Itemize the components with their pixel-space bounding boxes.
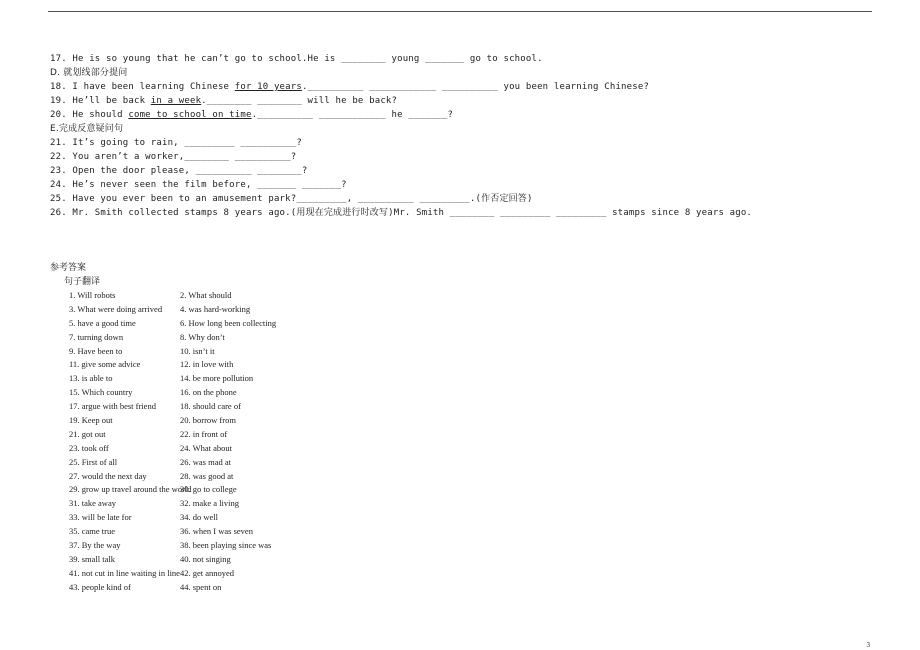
answer-item: 32. make a living xyxy=(180,498,240,509)
answer-item: 27. would the next day xyxy=(69,470,147,481)
underlined-phrase: for 10 years xyxy=(234,82,302,92)
text-segment: .________ ________ will he be back? xyxy=(201,96,398,106)
answer-row xyxy=(50,470,550,484)
answer-item: 8. Why don’t xyxy=(180,331,225,342)
answer-item: 26. was mad at xyxy=(180,456,231,467)
text-segment: 20. He should xyxy=(50,110,129,120)
answer-row xyxy=(50,386,550,400)
answer-item: 16. on the phone xyxy=(180,387,237,398)
text-segment: .__________ ____________ he _______? xyxy=(251,110,454,120)
answer-row xyxy=(50,428,550,442)
answer-key xyxy=(50,261,550,595)
answer-item: 7. turning down xyxy=(69,331,124,342)
answer-item: 23. took off xyxy=(69,442,109,453)
answer-item: 4. was hard-working xyxy=(180,303,251,314)
answer-row xyxy=(50,303,550,317)
answer-item: 42. get annoyed xyxy=(180,567,235,578)
text-segment: 23. Open the door please, __________ ________? xyxy=(50,166,308,176)
answer-row xyxy=(50,456,550,470)
answer-rows xyxy=(50,289,550,595)
answer-item: 39. small talk xyxy=(69,553,116,564)
text-segment: 24. He’s never seen the film before, _______ _______? xyxy=(50,180,347,190)
answer-row xyxy=(50,358,550,372)
underlined-phrase: in a week xyxy=(150,96,202,106)
answer-item: 10. isn’t it xyxy=(180,345,215,356)
answer-item: 43. people kind of xyxy=(69,581,131,592)
answer-item: 33. will be late for xyxy=(69,512,132,523)
exercise-line xyxy=(50,206,890,220)
underlined-phrase: come to school on time xyxy=(128,110,252,120)
text-segment: 25. Have you ever been to an amusement park?_________, __________ _________.(作否定回答) xyxy=(50,194,533,204)
page-number: 3 xyxy=(866,641,870,649)
top-rule xyxy=(48,11,872,12)
answer-item: 2. What should xyxy=(180,290,232,300)
answer-row xyxy=(50,483,550,497)
answer-item: 28. was good at xyxy=(180,470,234,481)
answer-item: 12. in love with xyxy=(180,359,234,370)
answer-item: 44. spent on xyxy=(180,581,222,592)
answer-item: 25. First of all xyxy=(69,456,118,467)
answer-row xyxy=(50,345,550,359)
answer-item: 5. have a good time xyxy=(69,317,136,328)
answer-item: 11. give some advice xyxy=(69,359,141,370)
answer-item: 6. How long been collecting xyxy=(180,317,277,328)
answer-row xyxy=(50,539,550,553)
exercise-line xyxy=(50,108,890,122)
exercise-line xyxy=(50,178,890,192)
answer-item: 20. borrow from xyxy=(180,415,236,426)
answer-item: 30. go to college xyxy=(180,484,237,495)
exercise-line xyxy=(50,136,890,150)
exercise-list xyxy=(50,52,890,220)
answer-row xyxy=(50,414,550,428)
text-segment: .__________ ____________ __________ you been learning Chinese? xyxy=(301,82,650,92)
answer-item: 34. do well xyxy=(180,512,219,523)
text-segment: 22. You aren’t a worker,________ __________? xyxy=(50,152,297,162)
text-segment: 18. I have been learning Chinese xyxy=(50,82,235,92)
text-segment: E.完成反意疑问句 xyxy=(50,124,124,134)
answer-row xyxy=(50,511,550,525)
answer-item: 31. take away xyxy=(69,498,116,509)
answer-item: 22. in front of xyxy=(180,428,228,439)
answer-item: 17. argue with best friend xyxy=(69,401,156,412)
exercise-line xyxy=(50,192,890,206)
exercise-line xyxy=(50,52,890,66)
answer-row xyxy=(50,581,550,595)
answer-item: 38. been playing since was xyxy=(180,540,272,551)
answer-item: 13. is able to xyxy=(69,373,113,384)
text-segment: D. 就划线部分提问 xyxy=(50,68,128,78)
answer-row xyxy=(50,372,550,386)
exercise-line xyxy=(50,80,890,94)
text-segment: 21. It’s going to rain, _________ __________? xyxy=(50,138,302,148)
answer-row xyxy=(50,553,550,567)
answer-item: 19. Keep out xyxy=(69,415,113,426)
answer-row xyxy=(50,525,550,539)
answer-item: 24. What about xyxy=(180,442,233,453)
answer-item: 37. By the way xyxy=(69,540,121,551)
answer-item: 14. be more pollution xyxy=(180,373,254,384)
answer-row xyxy=(50,442,550,456)
answer-item: 3. What were doing arrived xyxy=(69,303,163,314)
answer-row xyxy=(50,317,550,331)
section-heading xyxy=(50,66,890,80)
answer-item: 40. not singing xyxy=(180,553,231,564)
answer-item: 1. Will robots xyxy=(69,290,116,300)
exercise-line xyxy=(50,150,890,164)
answer-row xyxy=(50,400,550,414)
answer-row xyxy=(50,567,550,581)
answer-item: 9. Have been to xyxy=(69,345,123,356)
text-segment: 19. He’ll be back xyxy=(50,96,151,106)
answer-item: 21. got out xyxy=(69,428,106,439)
text-segment: 26. Mr. Smith collected stamps 8 years ago.(用现在完成进行时改写)Mr. Smith ________ _________ _________ stamps since 8 years ago. xyxy=(50,208,753,218)
exercise-line xyxy=(50,94,890,108)
answer-item: 29. grow up travel around the world xyxy=(69,484,192,495)
answer-item: 18. should care of xyxy=(180,401,241,412)
exercise-line xyxy=(50,164,890,178)
section-heading xyxy=(50,122,890,136)
answer-row xyxy=(50,331,550,345)
text-segment: 17. He is so young that he can’t go to school.He is ________ young _______ go to school. xyxy=(50,54,543,64)
answer-key-title: 参考答案 xyxy=(50,263,87,273)
answer-item: 41. not cut in line waiting in line xyxy=(69,567,180,578)
answer-key-subtitle: 句子翻译 xyxy=(64,277,101,287)
answer-item: 36. when I was seven xyxy=(180,526,253,537)
answer-item: 15. Which country xyxy=(69,387,133,398)
answer-row xyxy=(50,289,550,303)
answer-item: 35. came true xyxy=(69,526,116,537)
answer-row xyxy=(50,497,550,511)
